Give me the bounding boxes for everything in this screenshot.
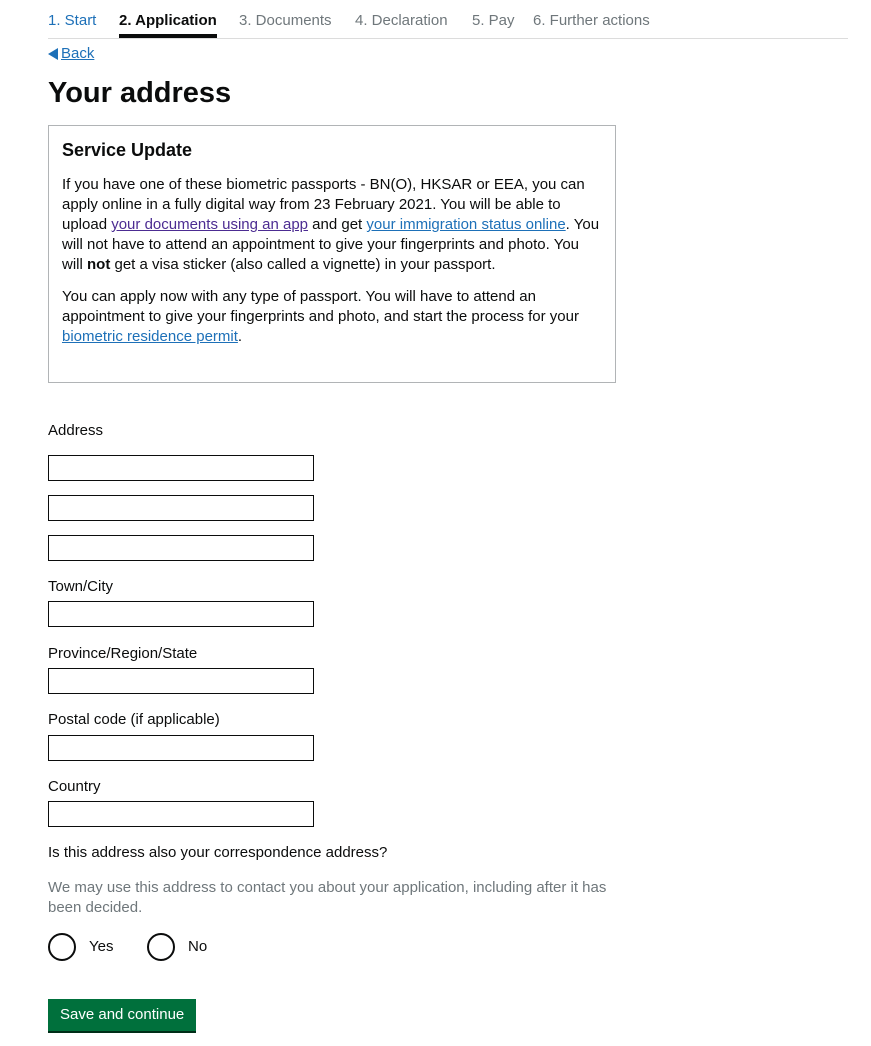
service-update-paragraph-2 xyxy=(62,287,602,347)
page-title: Your address xyxy=(48,77,232,109)
save-and-continue-button[interactable]: Save and continue xyxy=(48,999,196,1031)
notice-text: get a visa sticker (also called a vignette) in your passport. xyxy=(110,256,496,273)
notice-text: If you have one of these biometric passports - BN(O), HKSAR or EEA, you can apply online in a fully digital way from 23 February 2021. You will be able to upload xyxy=(62,176,585,233)
postal-code-label: Postal code (if applicable) xyxy=(48,711,220,728)
step-pay: 5. Pay xyxy=(472,12,515,29)
correspondence-hint: We may use this address to contact you about your application, including after it has been decided. xyxy=(48,879,607,916)
notice-text: and get xyxy=(308,216,367,233)
step-declaration: 4. Declaration xyxy=(355,12,448,29)
country-label: Country xyxy=(48,778,101,795)
radio-yes-label[interactable]: Yes xyxy=(89,938,114,955)
step-navigation xyxy=(48,0,848,39)
immigration-status-link[interactable]: your immigration status online xyxy=(366,216,566,233)
notice-text: . You will not have to attend an appointment to give your fingerprints and photo. You will xyxy=(62,216,600,273)
back-label: Back xyxy=(61,45,95,62)
address-line-2-input[interactable] xyxy=(48,495,314,521)
radio-no-label[interactable]: No xyxy=(188,938,208,955)
province-label: Province/Region/State xyxy=(48,645,198,662)
step-documents: 3. Documents xyxy=(239,12,332,29)
back-link[interactable] xyxy=(48,44,94,64)
address-label: Address xyxy=(48,422,104,439)
town-city-input[interactable] xyxy=(48,601,314,627)
notice-text: . xyxy=(237,328,243,345)
notice-bold-text: not xyxy=(87,256,111,273)
biometric-residence-permit-link[interactable]: biometric residence permit xyxy=(62,328,238,345)
radio-no-circle[interactable] xyxy=(147,933,175,961)
step-application: 2. Application xyxy=(119,12,217,29)
radio-yes[interactable] xyxy=(48,933,113,961)
service-update-paragraph-1 xyxy=(62,175,602,275)
country-input[interactable] xyxy=(48,801,314,827)
step-start[interactable]: 1. Start xyxy=(48,12,97,29)
correspondence-question: Is this address also your correspondence address? xyxy=(48,844,388,861)
town-city-label: Town/City xyxy=(48,578,114,595)
radio-no[interactable] xyxy=(147,933,207,961)
address-line-1-input[interactable] xyxy=(48,455,314,481)
notice-text: You can apply now with any type of passport. You will have to attend an appointment to give your fingerprints and photo, and start the process for your xyxy=(62,288,579,325)
back-arrow-icon xyxy=(48,48,58,60)
service-update-title: Service Update xyxy=(62,140,193,160)
address-line-3-input[interactable] xyxy=(48,535,314,561)
province-input[interactable] xyxy=(48,668,314,694)
radio-yes-circle[interactable] xyxy=(48,933,76,961)
service-update-panel xyxy=(48,125,616,383)
postal-code-input[interactable] xyxy=(48,735,314,761)
documents-app-link[interactable]: your documents using an app xyxy=(111,216,309,233)
page xyxy=(48,0,848,1023)
step-further-actions: 6. Further actions xyxy=(533,12,650,29)
